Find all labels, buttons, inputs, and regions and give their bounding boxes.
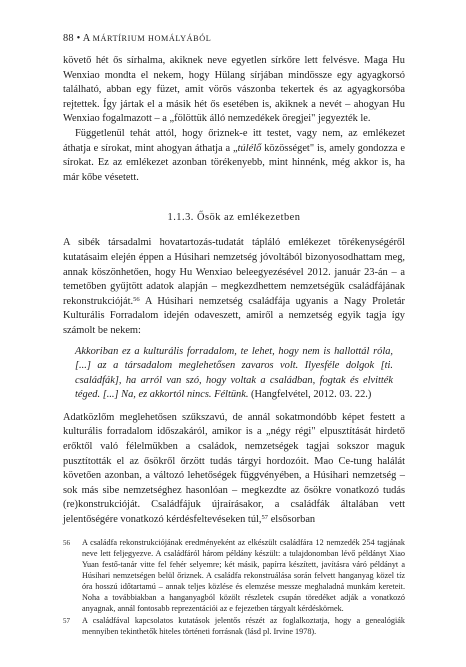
footnote-57 [63,615,405,637]
paragraph-4-text-b: elsősorban [268,514,316,526]
running-title: MÁRTÍRIUM HOMÁLYÁBÓL [92,34,212,43]
paragraph-3-text-b: A Húsihari nemzetség családfája ugyanis a Nagy Proletár Kulturális Forradalom idején odaveszett, amiről a nemzetség egyik tagja így számolt be nekem: [63,295,405,336]
paragraph-2-emphasis: túlélő [237,142,262,154]
footnote-ref-56[interactable]: 56 [133,295,140,303]
footnote-number: 57 [63,617,70,626]
section-heading: 1.1.3. Ősök az emlékezetben [167,212,301,224]
paragraph-2 [63,127,405,185]
paragraph-3-text-a: A sibék társadalmi hovatartozás-tudatát tápláló emlékezet törékenységéről kutatásaim elején éppen a Húsihari nemzetség jóvoltából bizonyosodhattam meg, annak köszönhetően, hogy Hu Wenxiao beleegyezésével 2012. január 23-án – a temetőben gyűjtött adatok alapján – megkezdhettem nemzetségük családfájának rekonstrukcióját. [63,237,405,307]
footnote-number: 56 [63,538,70,547]
quote-source: (Hangfelvétel, 2012. 03. 22.) [248,389,372,401]
page-number: 88 [63,33,74,44]
paragraph-3 [63,236,405,338]
paragraph-2-text-a: Függetlenül tehát attól, hogy őriznek-e itt testet, vagy nem, az emlékezet áthatja e sírokat, mint ahogyan áthatja a „ [63,127,405,154]
quote-text: Akkoriban ez a kulturális forradalom, te lehet, hogy nem is hallottál róla, [...] az a társadalom meglehetősen zavaros volt. Ilyesféle dolgok [ti. családfák], ha arról van szó, hogy voltak a családban, fogtak és elvitték téged. [...] Na, ez akkortól nincs. Féltünk. [75,345,393,401]
paragraph-1: követő hét ős sírhalma, akiknek neve egyetlen sírkőre lett felvésve. Maga Hu Wenxiao mondta el nekem, hogy Hülang sírjában mindössze egy agyagkorsó található, abban egy füzet, amit vörös vászonba tekertek és az agyagkorsóba rejtettek. Így jártak el a másik hét ős esetében is, akiknek a nevét – ahogyan Hu Wenxiao fogalmazott – a „fölöttük álló nemzedékek öregjei" jegyezték le. [63,55,405,125]
paragraph-4 [63,411,405,528]
paragraph-4-text-a: Adatközlőm meglehetősen szűkszavú, de annál sokatmondóbb képet festett a kulturális forradalom időszakáról, amikor is a „négy régi" elpusztítását hirdető erőktől való félelmükben a családok, nemzetségek tagjai sokszor maguk pusztították el az ősökről őrzött tudás tárgyi hordozóit. Mao Ce-tung halálát követően azonban, a változó lehetőségek függvényében, a Húsihari nemzetség – sok más sibe nemzetséghez hasonlóan – megkezdte az ősökre vonatkozó tudás (re)konstrukcióját. Családfájuk újraírásakor, a családfák általában vett jelentőségére vonatkozó kérdésfeltevéseken túl, [63,411,405,526]
footnote-ref-57[interactable]: 57 [261,514,269,522]
header-separator: • [76,33,81,44]
footnote-56 [63,537,405,615]
running-title-a: A [82,33,90,44]
footnote-text: A családfa rekonstrukciójának eredményeként az elkészült családfára 12 nemzedék 254 tagjának neve lett feljegyezve. A családfáról három példány készült: a tulajdonomban lévő példányt Xiao Yuan festő-tanár vitte fel fehér selyemre; két másik, papírra készített, javításra váró példányt a Húsihari nemzetségen belül őriznek. A családfa rekonstruálása során felvett hanganyag közel tíz óra hosszú időtartamú – annak teljes közlése és elemzése messze meghaladná munkám kereteit. Noha a továbbiakban a hanganyagból közölt részletek csupán töredéket adják a vonatkozó anyagnak, annál fontosabb reprezentációi az e fejezetben tárgyalt kérdéskörnek. [82,537,405,614]
block-quote [75,345,393,403]
footnote-text: A családfával kapcsolatos kutatások jelentős részét az foglalkoztatja, hogy a genealógiák mennyiben tekinthetők hiteles történeti forrásnak (lásd pl. Irvine 1978). [82,616,405,637]
running-header [63,33,405,44]
footnotes [63,537,405,638]
paragraph-2-text-b: közösséget" is, amely gondozza e sírokat. Ez az emlékezet azonban törékenyebb, mint hinnénk, még akkor is, ha már kőbe vésetett. [63,142,405,183]
